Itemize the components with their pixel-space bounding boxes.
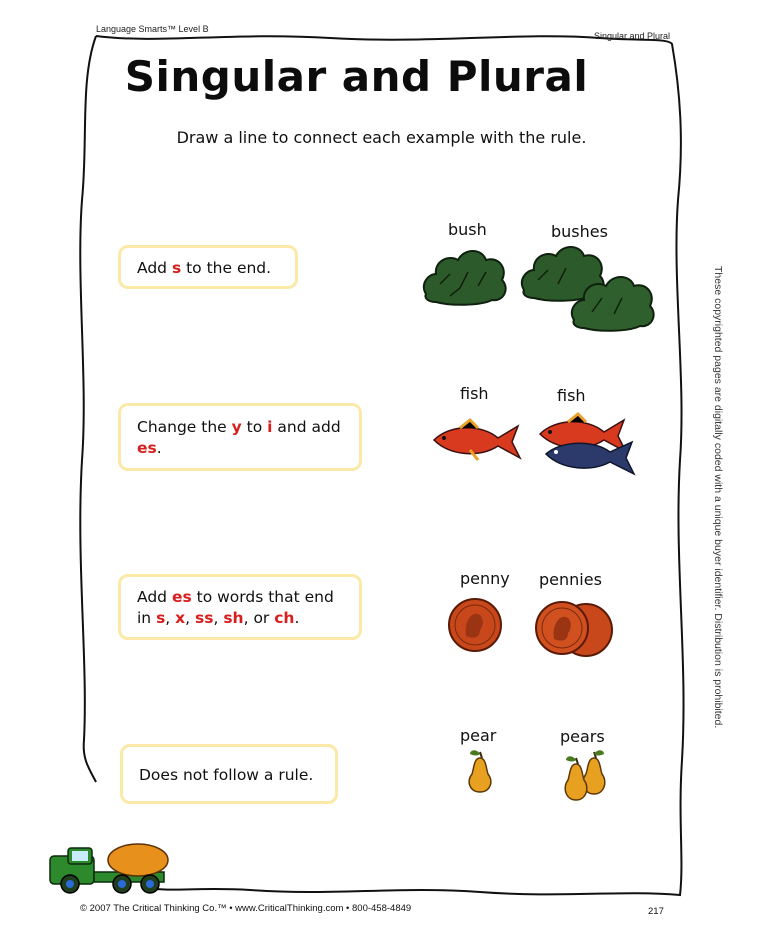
bushes-image[interactable] [518, 240, 682, 332]
page-title: Singular and Plural [124, 52, 589, 101]
rule-box[interactable] [118, 574, 362, 640]
header-left: Language Smarts™ Level B [96, 24, 209, 34]
pear-image[interactable] [462, 746, 498, 796]
rule-highlight-text: es [137, 439, 157, 457]
copyright-notice: These copyrighted pages are digitally coded with a unique buyer identifier. Distribution is prohibited. [712, 266, 724, 729]
rule-box[interactable] [120, 744, 338, 804]
header-right: Singular and Plural [594, 31, 671, 41]
two-fish-image[interactable] [534, 414, 638, 478]
rule-highlight-text: sh [223, 609, 244, 627]
rule-box[interactable] [118, 245, 298, 289]
pears-image[interactable] [560, 748, 612, 802]
pennies-image[interactable] [534, 598, 614, 660]
page-number: 217 [648, 906, 664, 917]
singular-word: bush [448, 220, 487, 239]
rule-text: , or [243, 609, 275, 627]
singular-word: penny [460, 569, 510, 588]
rule-text: and add [272, 418, 341, 436]
rule-text: , [213, 609, 224, 627]
rule-box[interactable] [118, 403, 362, 471]
rule-text: Add [137, 259, 172, 277]
rule-highlight-text: ss [195, 609, 214, 627]
rule-text: Change the [137, 418, 232, 436]
plural-word: pears [560, 727, 605, 746]
rule-text: Does not follow a rule. [139, 766, 314, 784]
rule-highlight-text: i [267, 418, 273, 436]
cement-truck-logo [46, 836, 174, 896]
penny-image[interactable] [446, 596, 504, 654]
rule-text: , [165, 609, 176, 627]
rule-highlight-text: y [231, 418, 242, 436]
footer-copyright: © 2007 The Critical Thinking Co.™ • www.CriticalThinking.com • 800-458-4849 [80, 903, 412, 914]
rule-text: to the end. [181, 259, 272, 277]
rule-text: . [156, 439, 162, 457]
fish-image[interactable] [430, 418, 522, 464]
plural-word: bushes [551, 222, 608, 241]
singular-word: pear [460, 726, 497, 745]
rule-highlight-text: es [171, 588, 192, 606]
rule-text: to words that end in [137, 588, 334, 627]
plural-word: pennies [539, 570, 602, 589]
rule-highlight-text: s [171, 259, 182, 277]
rule-text: to [241, 418, 268, 436]
rule-text: , [185, 609, 196, 627]
plural-word: fish [557, 386, 586, 405]
instruction-text: Draw a line to connect each example with the rule. [176, 128, 587, 147]
rule-highlight-text: ch [274, 609, 295, 627]
singular-word: fish [460, 384, 489, 403]
rule-text: Add [137, 588, 172, 606]
rule-text: . [294, 609, 300, 627]
rule-highlight-text: x [175, 609, 186, 627]
bush-image[interactable] [420, 244, 508, 308]
rule-highlight-text: s [156, 609, 166, 627]
